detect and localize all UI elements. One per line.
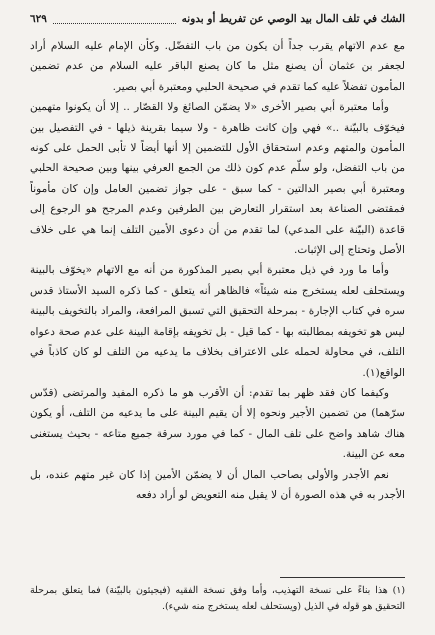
paragraph: وكيفما كان فقد ظهر بما تقدم: أن الأقرب هو ما ذكره المفيد والمرتضى (قدّس سرّهما) من تضمين الأجير ونحوه إلا أن يقيم البينة على ما يدعيه من التلف، أو يكون هناك شاهد واضح على تلف المال - كما في مورد سرقة جميع متاعه - بحيث يستغنى معه عن البينة.	[30, 386, 405, 461]
page-number: ٦٢٩	[30, 13, 47, 25]
main-text	[30, 36, 405, 505]
header-dot-leader	[53, 23, 176, 24]
paragraph: نعم الأجدر والأولى بصاحب المال أن لا يضمّن الأمين إذا كان غير متهم عنده، بل الأجدر به في هذه الصورة أن لا يقبل منه التعويض لو أراد دفعه	[30, 468, 405, 501]
paragraph: وأما معتبرة أبي بصير الأخرى «لا يضمّن الصائغ ولا القصّار .. إلا أن يكونوا متهمين فيخوّف بالبيّنة ..» فهي وإن كانت ظاهرة - ولا سيما بقرينة ذيلها - في التفصيل بين المأمون والمتهم وعدم استحقاق الأول للتضمين إلا أنها أيضاً لا تأبى الحمل على كونه من باب التفضل، ولو سلّم عدم كون ذلك من الجمع العرفي بينها وبين صحيحة الحلبي ومعتبرة أبي بصير الدالتين - كما سبق - على جواز تضمين العامل وإن كان مأموناً فمقتضى الصناعة بعد استقرار التعارض بين الطرفين وعدم المرجح هو الرجوع إلى قاعدة (البيّنة على المدعي) لما تقدم من أن دعوى الأمين التلف إنما هي على خلاف الأصل وتحتاج إلى الإثبات.	[30, 101, 405, 257]
footnote: (١) هذا بناءً على نسخة التهذيب، وأما وفق نسخة الفقيه (فيجيئون بالبيّنة) فما يتعلق بمرحلة التحقيق هو قوله في الذيل (ويستحلف لعله يستخرج منه شيء).	[30, 585, 405, 612]
paragraph: وأما ما ورد في ذيل معتبرة أبي بصير المذكورة من أنه مع الاتهام «يخوّف بالبينة ويستحلف لعله يستخرج منه شيئاً» فالظاهر أنه يتعلق - كما ذكره السيد الأستاذ قدس سره في كتاب الإجارة - بمرحلة التحقيق التي تسبق المرافعة، والمراد بالتخويف بالبينة ليس هو تخويفه بمطالبته بها - كما قيل - بل تخويفه بإقامة البينة على عدم صحة دعواه التلف، في محاولة لحمله على الاعتراف بخلاف ما يدعيه من التلف لو كان كاذباً في الواقع(١).	[30, 264, 405, 379]
running-header	[30, 10, 405, 28]
footnote-divider	[280, 577, 405, 578]
header-title: الشك في تلف المال بيد الوصي عن تفريط أو بدونه	[181, 13, 405, 25]
paragraph: مع عدم الاتهام يقرب جداً أن يكون من باب التفضّل. وكأن الإمام عليه السلام أراد لجعفر بن عثمان أن يصنع مثل ما كان يصنع الباقر عليه السلام من عدم تضمين المأمون تفضلاً عليه كما تقدم في صحيحة الحلبي ومعتبرة أبي بصير.	[30, 40, 405, 93]
